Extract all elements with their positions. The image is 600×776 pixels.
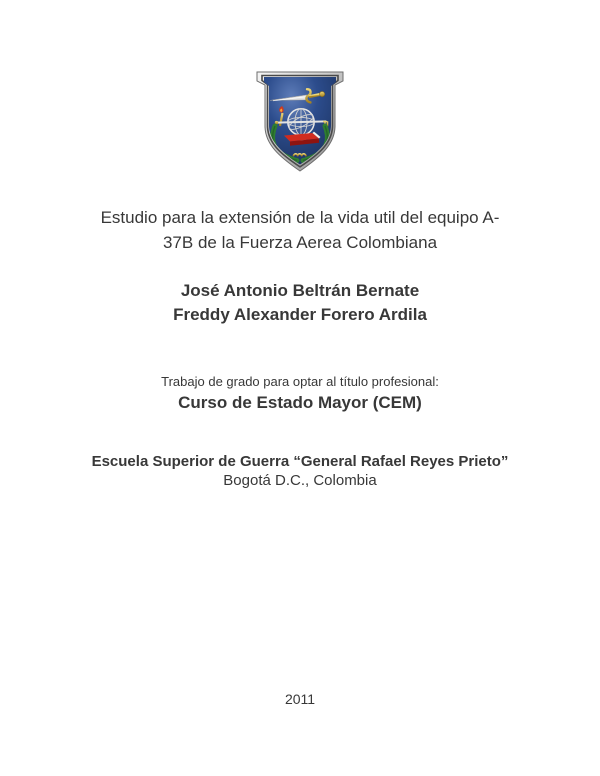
document-title <box>0 205 600 255</box>
title-line-1: Estudio para la extensión de la vida util del equipo A- <box>100 208 500 227</box>
title-line-2: 37B de la Fuerza Aerea Colombiana <box>162 233 438 252</box>
publication-year: 2011 <box>284 691 316 707</box>
institution-crest <box>253 69 347 173</box>
institution-location: Bogotá D.C., Colombia <box>223 472 377 489</box>
author-name: José Antonio Beltrán Bernate <box>180 281 420 300</box>
authors-block <box>0 279 600 327</box>
degree-purpose-label: Trabajo de grado para optar al título profesional: <box>161 374 439 389</box>
degree-name: Curso de Estado Mayor (CEM) <box>178 393 422 412</box>
institution-name: Escuela Superior de Guerra “General Rafael Reyes Prieto” <box>91 453 509 470</box>
author-name: Freddy Alexander Forero Ardila <box>173 305 427 324</box>
shield-crest-icon <box>253 69 347 173</box>
